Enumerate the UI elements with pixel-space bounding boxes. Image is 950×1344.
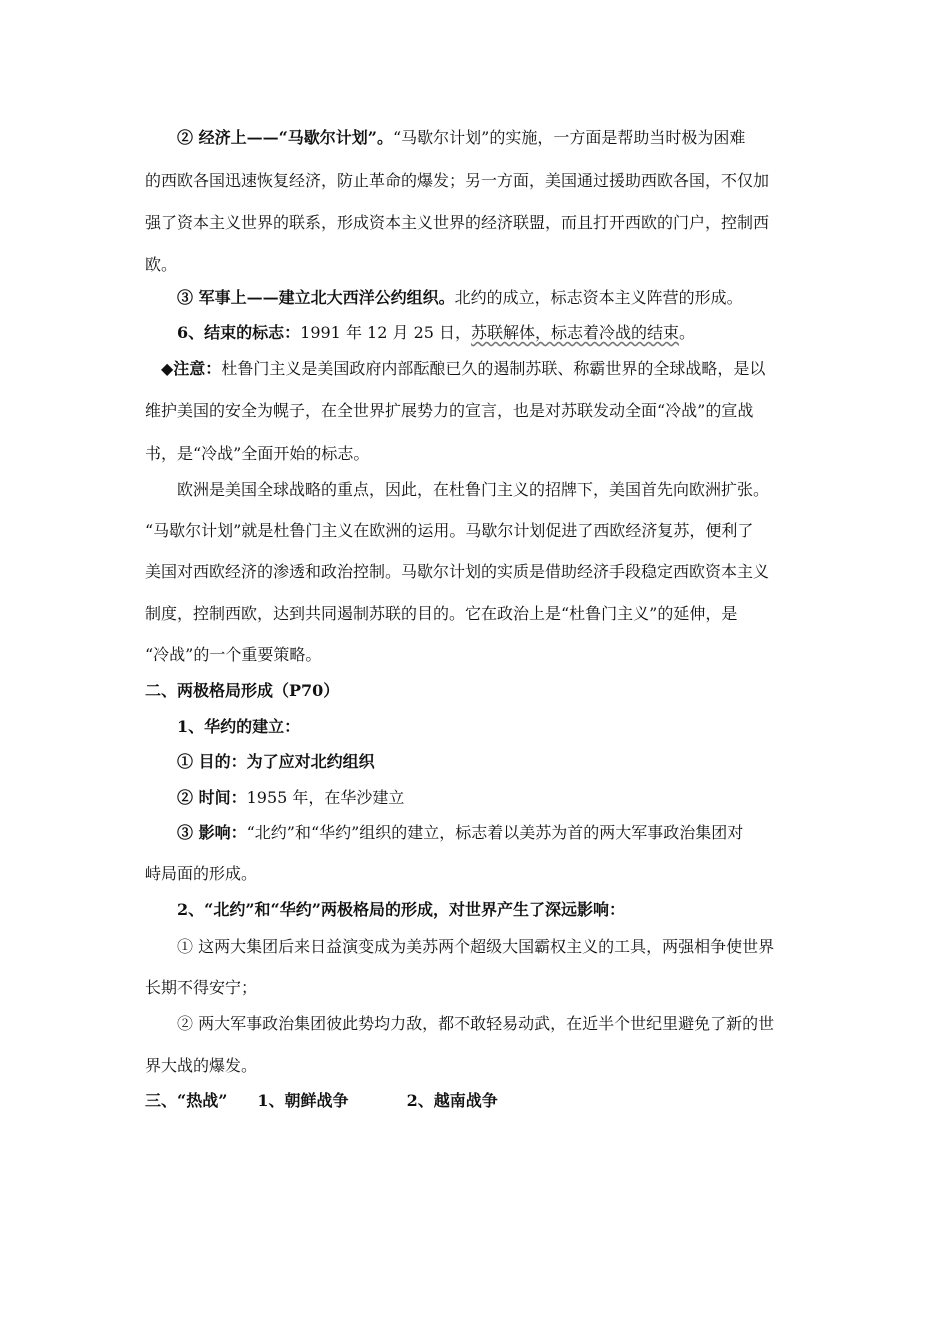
impact-text: “北约”和“华约”组织的建立，标志着以美苏为首的两大军事政治集团对 (246, 823, 744, 842)
korean-war-item: 1、朝鲜战争 (257, 1091, 349, 1110)
time-label: ② 时间： (177, 788, 247, 807)
military-text: 北约的成立，标志资本主义阵营的形成。 (454, 288, 743, 307)
note-text: 杜鲁门主义是美国政府内部酝酿已久的遏制苏联、称霸世界的全球战略，是以 (221, 359, 766, 378)
paragraph-economic-line-2: 的西欧各国迅速恢复经济，防止革命的爆发；另一方面，美国通过援助西欧各国，不仅加 (145, 171, 770, 190)
note-line-2: 维护美国的安全为幌子，在全世界扩展势力的宣言，也是对苏联发动全面“冷战”的宣战 (145, 401, 754, 420)
paragraph-economic-line-1 (177, 128, 847, 148)
end-heading: 6、结束的标志： (177, 323, 301, 342)
note-line-3: 书，是“冷战”全面开始的标志。 (145, 444, 370, 463)
effect-1-line-2: 长期不得安宁； (145, 978, 258, 997)
europe-line-2: “马歇尔计划”就是杜鲁门主义在欧洲的运用。马歇尔计划促进了西欧经济复苏，便利了 (145, 521, 754, 540)
economic-text: “马歇尔计划”的实施，一方面是帮助当时极为困难 (392, 128, 746, 147)
end-date: 1991 年 12 月 25 日， (300, 323, 472, 342)
paragraph-economic-line-4: 欧。 (145, 255, 178, 274)
vietnam-war-item: 2、越南战争 (406, 1091, 498, 1110)
paragraph-economic-line-3: 强了资本主义世界的联系，形成资本主义世界的经济联盟，而且打开西欧的门户，控制西 (145, 213, 770, 232)
europe-line-3: 美国对西欧经济的渗透和政治控制。马歇尔计划的实质是借助经济手段稳定西欧资本主义 (145, 562, 770, 581)
section-2-title: 二、两极格局形成（P70） (145, 681, 340, 700)
note-heading: ◆注意： (161, 359, 222, 378)
note-line-1 (161, 359, 831, 379)
military-heading: ③ 军事上——建立北大西洋公约组织。 (177, 288, 455, 307)
warsaw-pact-subtitle: 1、华约的建立： (177, 717, 301, 736)
effect-1-line-1: ① 这两大集团后来日益演变成为美苏两个超级大国霸权主义的工具，两强相争使世界 (177, 937, 775, 956)
warsaw-pact-purpose: ① 目的：为了应对北约组织 (177, 752, 375, 771)
europe-line-1: 欧洲是美国全球战略的重点，因此，在杜鲁门主义的招牌下，美国首先向欧洲扩张。 (177, 480, 770, 499)
effect-2-line-1: ② 两大军事政治集团彼此势均力敌，都不敢轻易动武，在近半个世纪里避免了新的世 (177, 1014, 775, 1033)
effect-2-line-2: 界大战的爆发。 (145, 1056, 258, 1075)
bipolar-impact-subtitle: 2、“北约”和“华约”两极格局的形成，对世界产生了深远影响： (177, 900, 625, 919)
warsaw-pact-impact-line-2: 峙局面的形成。 (145, 864, 258, 883)
section-3-line (145, 1091, 815, 1111)
europe-line-5: “冷战”的一个重要策略。 (145, 645, 322, 664)
end-period: 。 (679, 323, 696, 342)
paragraph-end-marker (177, 323, 847, 343)
warsaw-pact-impact-line-1 (177, 823, 847, 843)
time-value: 1955 年，在华沙建立 (246, 788, 405, 807)
impact-label: ③ 影响： (177, 823, 247, 842)
paragraph-military (177, 288, 847, 308)
end-marked-text: 苏联解体，标志着冷战的结束 (471, 323, 680, 342)
section-3-title: 三、“热战” (145, 1091, 228, 1110)
economic-heading: ② 经济上——“马歇尔计划”。 (177, 128, 393, 147)
europe-line-4: 制度，控制西欧，达到共同遏制苏联的目的。它在政治上是“杜鲁门主义”的延伸，是 (145, 604, 738, 623)
warsaw-pact-time (177, 788, 847, 808)
